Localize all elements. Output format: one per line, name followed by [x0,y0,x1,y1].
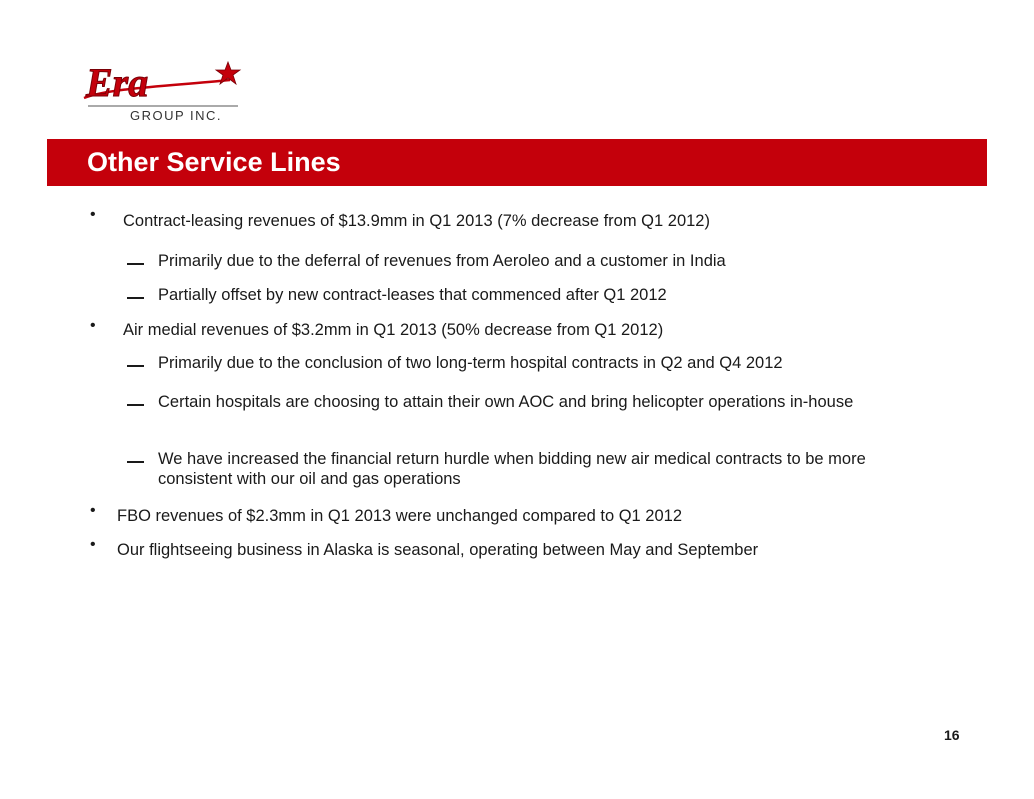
bullet-icon: • [90,317,96,334]
bullet-icon: • [90,502,96,519]
sub-bullet-item: We have increased the financial return hurdle when bidding new air medical contracts to be more consistent with our oil and gas operations [158,450,866,488]
bullet-item: Contract-leasing revenues of $13.9mm in Q1 2013 (7% decrease from Q1 2012) [123,212,710,230]
sub-bullet-item: Certain hospitals are choosing to attain their own AOC and bring helicopter operations in-house [158,393,854,411]
sub-bullet-item: Primarily due to the conclusion of two long-term hospital contracts in Q2 and Q4 2012 [158,354,783,372]
slide-title: Other Service Lines [87,147,341,177]
bullet-icon: • [90,536,96,553]
dash-icon [127,263,144,265]
dash-icon [127,365,144,367]
bullet-icon: • [90,206,96,223]
dash-icon [127,404,144,406]
dash-icon [127,461,144,463]
bullet-item: Air medial revenues of $3.2mm in Q1 2013 (50% decrease from Q1 2012) [123,321,664,339]
page-number: 16 [944,727,960,743]
sub-bullet-item: Partially offset by new contract-leases that commenced after Q1 2012 [158,286,667,304]
dash-icon [127,297,144,299]
bullet-item: FBO revenues of $2.3mm in Q1 2013 were unchanged compared to Q1 2012 [117,507,683,525]
bullet-item: Our flightseeing business in Alaska is seasonal, operating between May and September [117,541,759,559]
logo-subtitle: GROUP INC. [130,108,223,123]
svg-text:Era: Era [86,60,149,105]
sub-bullet-item: Primarily due to the deferral of revenues from Aeroleo and a customer in India [158,252,726,270]
